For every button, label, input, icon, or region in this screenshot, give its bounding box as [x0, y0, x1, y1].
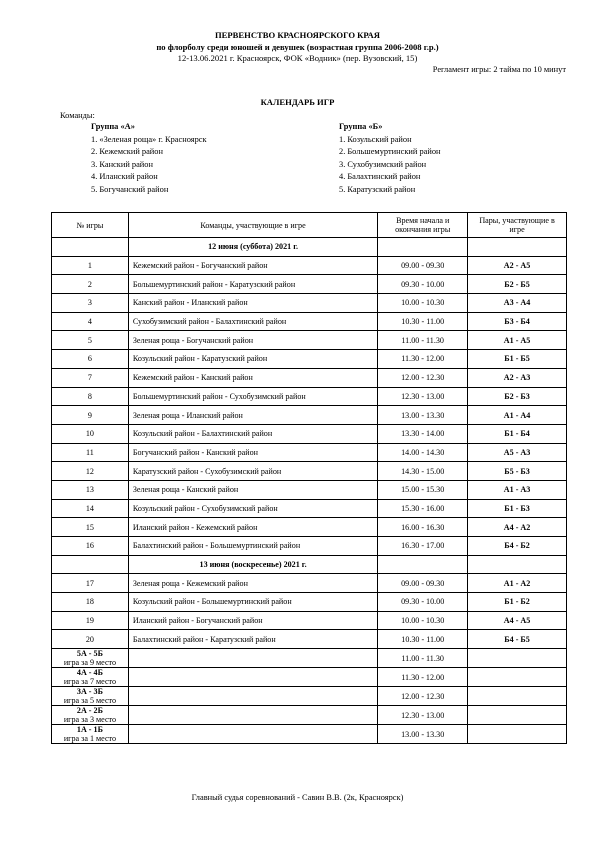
group-b-team: 3. Сухобузимский район: [339, 159, 427, 169]
game-pair: Б3 - Б4: [468, 312, 567, 331]
game-pair: А1 - А2: [468, 574, 567, 593]
empty-cell: [128, 725, 377, 744]
game-number: 12: [52, 462, 129, 481]
placement-row: [52, 706, 567, 725]
game-teams: Зеленая роща - Канский район: [128, 480, 377, 499]
game-teams: Балахтинский район - Каратузский район: [128, 630, 377, 649]
table-row: [52, 275, 567, 294]
game-number: 13: [52, 480, 129, 499]
game-time: 11.00 - 11.30: [378, 331, 468, 350]
placement-row: [52, 725, 567, 744]
group-b-title: Группа «Б»: [339, 122, 383, 131]
game-number: 20: [52, 630, 129, 649]
placement-code: 3А - 3Б: [76, 687, 103, 697]
game-pair: Б1 - Б4: [468, 424, 567, 443]
placement-game: [52, 725, 129, 744]
group-b-team: 4. Балахтинский район: [339, 172, 421, 181]
group-a-team: 2. Кежемский район: [91, 147, 163, 156]
empty-cell: [468, 668, 567, 687]
calendar-heading: КАЛЕНДАРЬ ИГР: [260, 97, 335, 107]
empty-cell: [128, 706, 377, 725]
game-number: 5: [52, 331, 129, 350]
game-teams: Зеленая роща - Кежемский район: [128, 574, 377, 593]
table-row: [52, 499, 567, 518]
placement-desc: игра за 9 место: [63, 658, 117, 668]
game-teams: Богучанский район - Канский район: [128, 443, 377, 462]
empty-cell: [468, 238, 567, 257]
game-time: 12.00 - 12.30: [378, 368, 468, 387]
placement-game: [52, 668, 129, 687]
game-time: 15.00 - 15.30: [378, 480, 468, 499]
placement-code: 1А - 1Б: [76, 725, 103, 735]
placement-desc: игра за 7 место: [63, 677, 117, 687]
schedule-table: [51, 212, 567, 744]
group-a-team: 4. Иланский район: [91, 172, 158, 181]
game-time: 09.30 - 10.00: [378, 593, 468, 612]
game-number: 1: [52, 256, 129, 275]
game-time: 16.30 - 17.00: [378, 537, 468, 556]
empty-cell: [128, 649, 377, 668]
game-teams: Кежемский район - Канский район: [128, 368, 377, 387]
game-pair: Б5 - Б3: [468, 462, 567, 481]
placement-desc: игра за 3 место: [63, 715, 117, 725]
day-1-row: [52, 238, 567, 257]
group-b: [339, 121, 441, 196]
empty-cell: [52, 555, 129, 574]
event-date-venue: 12-13.06.2021 г. Красноярск, ФОК «Водник» (пер. Вузовский, 15): [177, 53, 418, 63]
table-row: [52, 537, 567, 556]
game-teams: Большемуртинский район - Сухобузимский район: [128, 387, 377, 406]
placement-time: 11.30 - 12.00: [378, 668, 468, 687]
group-a-title: Группа «А»: [91, 122, 135, 131]
empty-cell: [378, 238, 468, 257]
game-pair: Б4 - Б5: [468, 630, 567, 649]
day-label: 12 июня (суббота) 2021 г.: [128, 238, 377, 257]
game-time: 12.30 - 13.00: [378, 387, 468, 406]
table-row: [52, 256, 567, 275]
empty-cell: [468, 725, 567, 744]
header-time: Время начала и окончания игры: [378, 213, 468, 238]
empty-cell: [468, 649, 567, 668]
game-time: 14.30 - 15.00: [378, 462, 468, 481]
group-a-team: 5. Богучанский район: [91, 184, 169, 194]
game-number: 9: [52, 406, 129, 425]
document-subtitle: по флорболу среди юношей и девушек (возрастная группа 2006-2008 г.р.): [156, 42, 439, 52]
game-pair: А2 - А5: [468, 256, 567, 275]
game-number: 15: [52, 518, 129, 537]
game-time: 09.00 - 09.30: [378, 574, 468, 593]
game-pair: Б1 - Б2: [468, 593, 567, 612]
table-row: [52, 630, 567, 649]
game-number: 19: [52, 611, 129, 630]
game-number: 2: [52, 275, 129, 294]
game-teams: Большемуртинский район - Каратузский район: [128, 275, 377, 294]
table-row: [52, 294, 567, 313]
game-number: 14: [52, 499, 129, 518]
game-teams: Каратузский район - Сухобузимский район: [128, 462, 377, 481]
placement-desc: игра за 1 место: [63, 734, 117, 744]
day-label: 13 июня (воскресенье) 2021 г.: [128, 555, 377, 574]
game-time: 15.30 - 16.00: [378, 499, 468, 518]
empty-cell: [468, 687, 567, 706]
game-teams: Козульский район - Каратузский район: [128, 350, 377, 369]
empty-cell: [468, 555, 567, 574]
game-teams: Сухобузимский район - Балахтинский район: [128, 312, 377, 331]
game-time: 10.30 - 11.00: [378, 312, 468, 331]
game-number: 16: [52, 537, 129, 556]
placement-game: [52, 649, 129, 668]
table-row: [52, 312, 567, 331]
game-number: 8: [52, 387, 129, 406]
table-row: [52, 443, 567, 462]
game-teams: Балахтинский район - Большемуртинский район: [128, 537, 377, 556]
placement-time: 13.00 - 13.30: [378, 725, 468, 744]
game-time: 09.00 - 09.30: [378, 256, 468, 275]
game-pair: А4 - А2: [468, 518, 567, 537]
game-teams: Иланский район - Богучанский район: [128, 611, 377, 630]
game-pair: А5 - А3: [468, 443, 567, 462]
empty-cell: [378, 555, 468, 574]
game-teams: Канский район - Иланский район: [128, 294, 377, 313]
header-game-number: № игры: [52, 213, 129, 238]
game-teams: Иланский район - Кежемский район: [128, 518, 377, 537]
placement-time: 11.00 - 11.30: [378, 649, 468, 668]
schedule-body: [52, 238, 567, 744]
document-title: ПЕРВЕНСТВО КРАСНОЯРСКОГО КРАЯ: [215, 30, 380, 40]
game-pair: Б2 - Б3: [468, 387, 567, 406]
game-number: 6: [52, 350, 129, 369]
table-row: [52, 368, 567, 387]
placement-code: 4А - 4Б: [76, 668, 103, 678]
placement-time: 12.30 - 13.00: [378, 706, 468, 725]
placement-time: 12.00 - 12.30: [378, 687, 468, 706]
table-row: [52, 593, 567, 612]
group-a-team: 1. «Зеленая роща» г. Красноярск: [91, 134, 207, 144]
empty-cell: [128, 668, 377, 687]
game-time: 13.30 - 14.00: [378, 424, 468, 443]
game-number: 17: [52, 574, 129, 593]
game-number: 18: [52, 593, 129, 612]
game-pair: Б1 - Б5: [468, 350, 567, 369]
placement-row: [52, 649, 567, 668]
placement-row: [52, 668, 567, 687]
game-teams: Кежемский район - Богучанский район: [128, 256, 377, 275]
game-number: 7: [52, 368, 129, 387]
game-pair: А2 - А3: [468, 368, 567, 387]
game-teams: Козульский район - Балахтинский район: [128, 424, 377, 443]
teams-label: Команды:: [60, 111, 95, 120]
table-row: [52, 331, 567, 350]
game-time: 11.30 - 12.00: [378, 350, 468, 369]
header-pairs: Пары, участвующие в игре: [468, 213, 567, 238]
table-row: [52, 611, 567, 630]
table-row: [52, 574, 567, 593]
game-regulation: Регламент игры: 2 тайма по 10 минут: [432, 65, 566, 74]
placement-desc: игра за 5 место: [63, 696, 117, 706]
table-row: [52, 387, 567, 406]
game-pair: Б4 - Б2: [468, 537, 567, 556]
game-pair: А4 - А5: [468, 611, 567, 630]
empty-cell: [128, 687, 377, 706]
game-number: 11: [52, 443, 129, 462]
group-a-team: 3. Канский район: [91, 159, 153, 169]
group-a: [91, 121, 207, 196]
game-teams: Зеленая роща - Богучанский район: [128, 331, 377, 350]
group-b-team: 5. Каратузский район: [339, 184, 416, 194]
group-b-team: 2. Большемуртинский район: [339, 147, 441, 156]
game-time: 10.00 - 10.30: [378, 611, 468, 630]
game-pair: А3 - А4: [468, 294, 567, 313]
placement-game: [52, 687, 129, 706]
empty-cell: [468, 706, 567, 725]
game-time: 16.00 - 16.30: [378, 518, 468, 537]
game-time: 13.00 - 13.30: [378, 406, 468, 425]
game-teams: Козульский район - Сухобузимский район: [128, 499, 377, 518]
table-row: [52, 518, 567, 537]
game-teams: Козульский район - Большемуртинский район: [128, 593, 377, 612]
game-number: 10: [52, 424, 129, 443]
group-b-team: 1. Козульский район: [339, 134, 412, 144]
table-row: [52, 462, 567, 481]
table-row: [52, 480, 567, 499]
game-time: 10.30 - 11.00: [378, 630, 468, 649]
table-header-row: [52, 213, 567, 238]
empty-cell: [52, 238, 129, 257]
game-teams: Зеленая роща - Иланский район: [128, 406, 377, 425]
placement-code: 2А - 2Б: [76, 706, 103, 716]
table-row: [52, 350, 567, 369]
placement-code: 5А - 5Б: [76, 649, 103, 659]
day-2-row: [52, 555, 567, 574]
game-pair: Б2 - Б5: [468, 275, 567, 294]
game-number: 4: [52, 312, 129, 331]
game-time: 09.30 - 10.00: [378, 275, 468, 294]
table-row: [52, 424, 567, 443]
game-time: 10.00 - 10.30: [378, 294, 468, 313]
game-pair: А1 - А5: [468, 331, 567, 350]
game-number: 3: [52, 294, 129, 313]
placement-game: [52, 706, 129, 725]
placement-row: [52, 687, 567, 706]
header-teams: Команды, участвующие в игре: [128, 213, 377, 238]
game-time: 14.00 - 14.30: [378, 443, 468, 462]
game-pair: А1 - А4: [468, 406, 567, 425]
game-pair: Б1 - Б3: [468, 499, 567, 518]
game-pair: А1 - А3: [468, 480, 567, 499]
chief-referee: Главный судья соревнований - Савин В.В. (2к, Красноярск): [191, 793, 404, 802]
table-row: [52, 406, 567, 425]
